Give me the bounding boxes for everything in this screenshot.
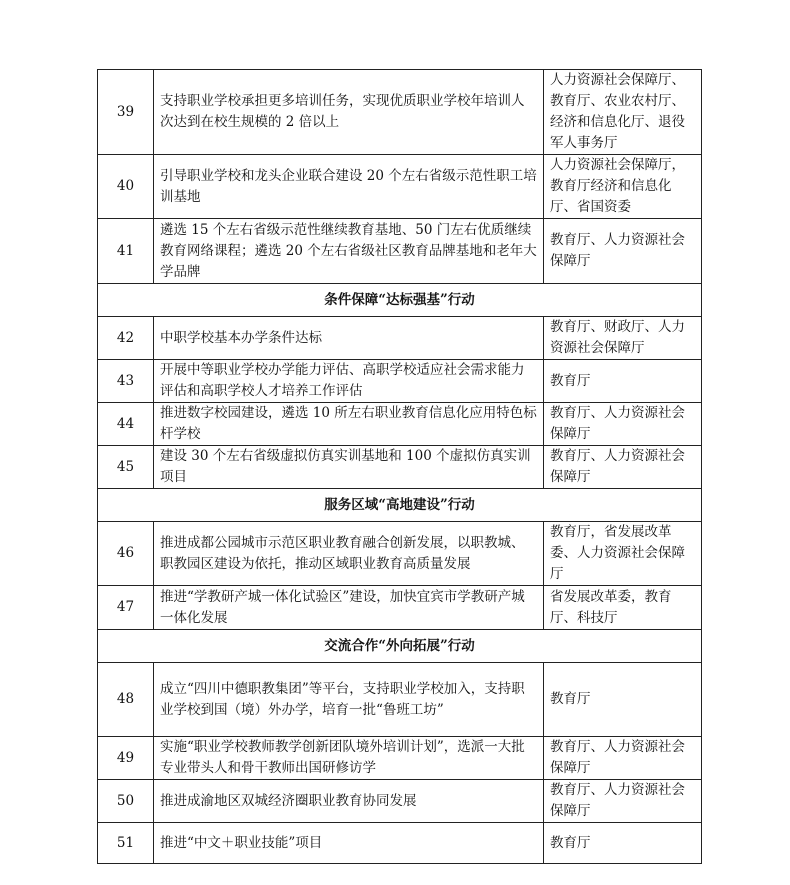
table-row: [98, 446, 702, 489]
section-title: 条件保障“达标强基”行动: [98, 284, 702, 317]
section-row: [98, 284, 702, 317]
task-cell: 中职学校基本办学条件达标: [154, 317, 544, 360]
row-number: 47: [98, 586, 154, 630]
department-cell: 人力资源社会保障厅，教育厅经济和信息化厅、省国资委: [544, 155, 702, 219]
task-cell: 遴选 15 个左右省级示范性继续教育基地、50 门左右优质继续教育网络课程；遴选 20 个左右省级社区教育品牌基地和老年大学品牌: [154, 219, 544, 284]
task-cell: 推进“中文＋职业技能”项目: [154, 823, 544, 864]
task-cell: 建设 30 个左右省级虚拟仿真实训基地和 100 个虚拟仿真实训项目: [154, 446, 544, 489]
department-cell: 教育厅、人力资源社会保障厅: [544, 446, 702, 489]
table-row: [98, 522, 702, 586]
row-number: 51: [98, 823, 154, 864]
task-cell: 引导职业学校和龙头企业联合建设 20 个左右省级示范性职工培训基地: [154, 155, 544, 219]
department-cell: 教育厅、人力资源社会保障厅: [544, 219, 702, 284]
row-number: 40: [98, 155, 154, 219]
section-row: [98, 630, 702, 663]
task-table-body: [98, 70, 702, 864]
department-cell: 教育厅、人力资源社会保障厅: [544, 403, 702, 446]
department-cell: 人力资源社会保障厅、教育厅、农业农村厅、经济和信息化厅、退役军人事务厅: [544, 70, 702, 155]
task-cell: 成立“四川中德职教集团”等平台，支持职业学校加入，支持职业学校到国（境）外办学，培育一批“鲁班工坊”: [154, 663, 544, 737]
department-cell: 教育厅、财政厅、人力资源社会保障厅: [544, 317, 702, 360]
table-row: [98, 586, 702, 630]
department-cell: 省发展改革委，教育厅、科技厅: [544, 586, 702, 630]
section-row: [98, 489, 702, 522]
department-cell: 教育厅: [544, 823, 702, 864]
table-row: [98, 70, 702, 155]
table-row: [98, 737, 702, 780]
task-cell: 支持职业学校承担更多培训任务，实现优质职业学校年培训人次达到在校生规模的 2 倍以上: [154, 70, 544, 155]
table-row: [98, 823, 702, 864]
table-row: [98, 219, 702, 284]
row-number: 41: [98, 219, 154, 284]
section-title: 交流合作“外向拓展”行动: [98, 630, 702, 663]
department-cell: 教育厅、人力资源社会保障厅: [544, 780, 702, 823]
row-number: 42: [98, 317, 154, 360]
task-cell: 推进数字校园建设，遴选 10 所左右职业教育信息化应用特色标杆学校: [154, 403, 544, 446]
row-number: 43: [98, 360, 154, 403]
table-row: [98, 360, 702, 403]
table-row: [98, 780, 702, 823]
task-cell: 实施“职业学校教师教学创新团队境外培训计划”，选派一大批专业带头人和骨干教师出国研修访学: [154, 737, 544, 780]
section-title: 服务区域“高地建设”行动: [98, 489, 702, 522]
task-table: [97, 69, 702, 864]
department-cell: 教育厅: [544, 360, 702, 403]
row-number: 50: [98, 780, 154, 823]
table-row: [98, 403, 702, 446]
row-number: 45: [98, 446, 154, 489]
table-row: [98, 317, 702, 360]
row-number: 48: [98, 663, 154, 737]
department-cell: 教育厅、人力资源社会保障厅: [544, 737, 702, 780]
row-number: 46: [98, 522, 154, 586]
task-cell: 开展中等职业学校办学能力评估、高职学校适应社会需求能力评估和高职学校人才培养工作评估: [154, 360, 544, 403]
row-number: 44: [98, 403, 154, 446]
task-cell: 推进成渝地区双城经济圈职业教育协同发展: [154, 780, 544, 823]
table-row: [98, 663, 702, 737]
row-number: 49: [98, 737, 154, 780]
task-cell: 推进“学教研产城一体化试验区”建设，加快宜宾市学教研产城一体化发展: [154, 586, 544, 630]
row-number: 39: [98, 70, 154, 155]
department-cell: 教育厅，省发展改革委、人力资源社会保障厅: [544, 522, 702, 586]
task-cell: 推进成都公园城市示范区职业教育融合创新发展，以职教城、职教园区建设为依托，推动区域职业教育高质量发展: [154, 522, 544, 586]
table-row: [98, 155, 702, 219]
department-cell: 教育厅: [544, 663, 702, 737]
